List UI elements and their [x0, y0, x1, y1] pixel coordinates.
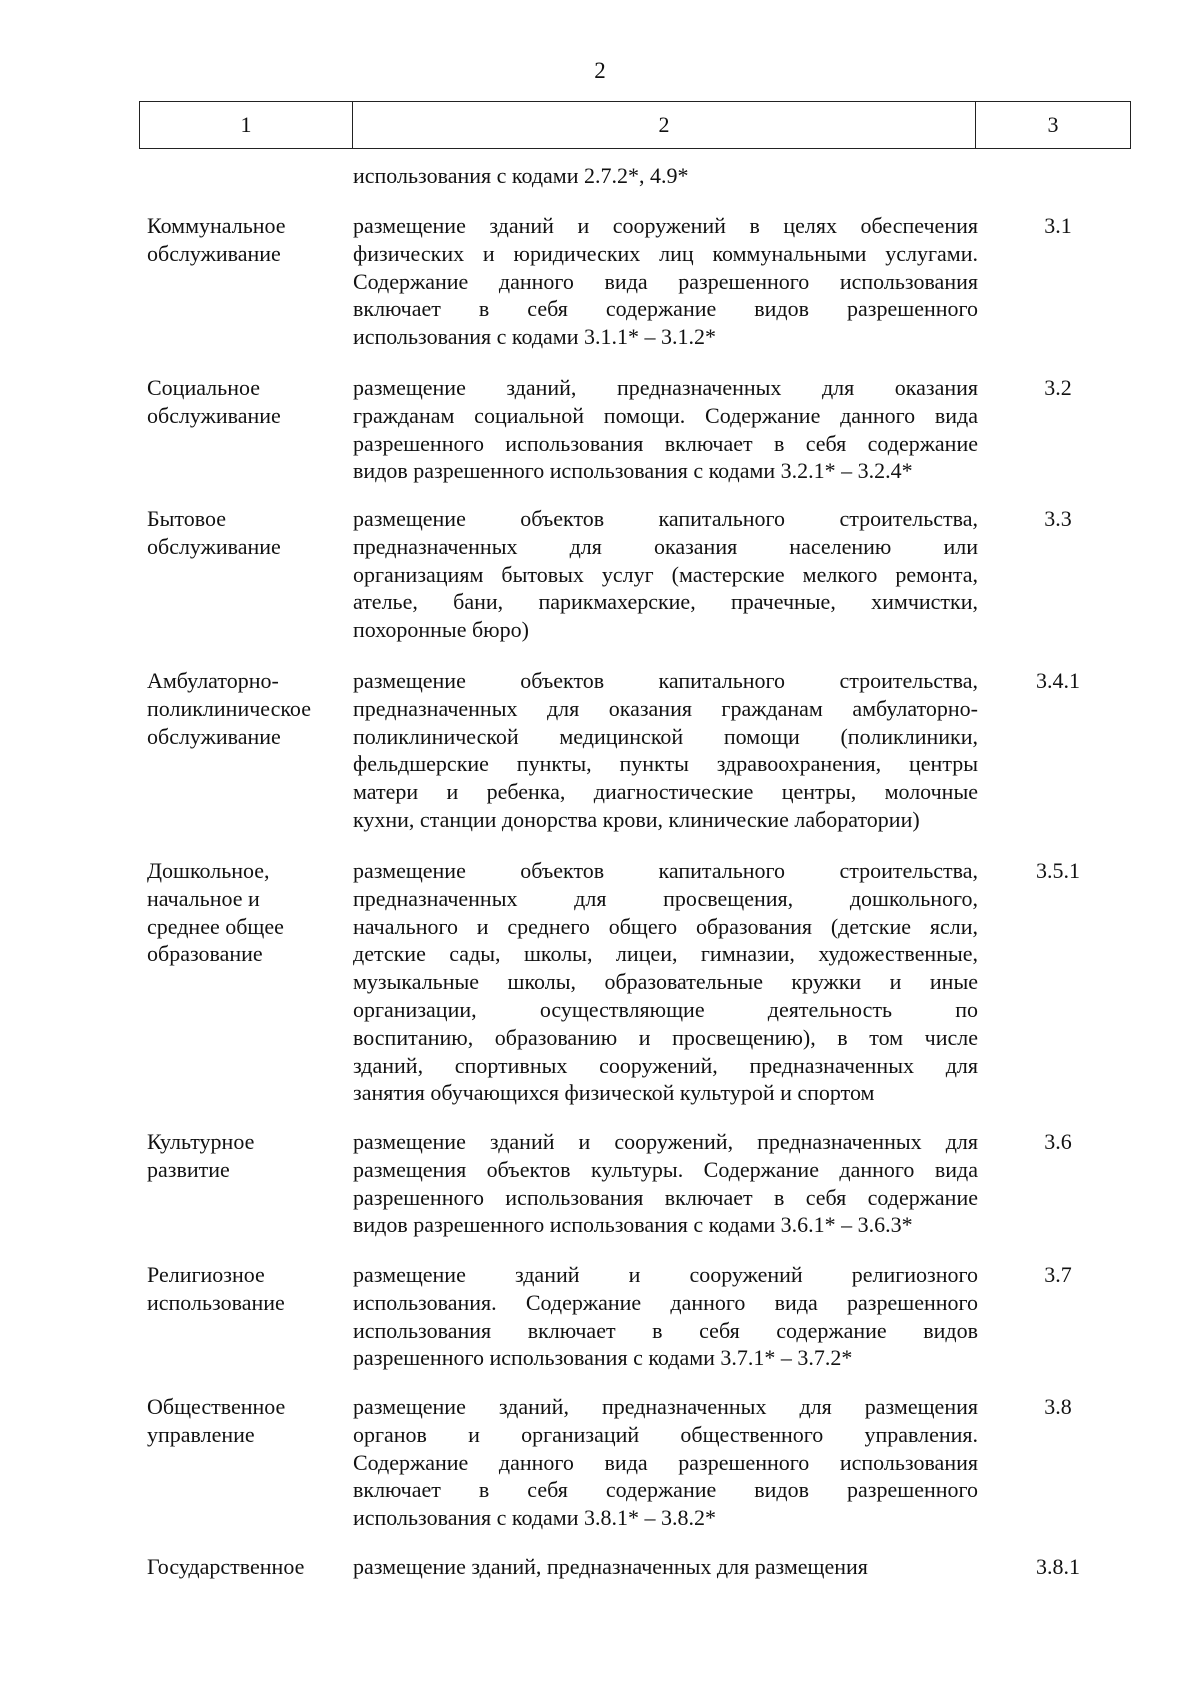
row-name-line: начальное и: [147, 885, 260, 911]
row-name-line: Коммунальное: [147, 213, 286, 238]
row-code: 3.3: [1044, 506, 1072, 531]
table-header: [139, 101, 1131, 149]
row-description-line: размещение зданий и сооружений в целях обеспечения: [353, 213, 978, 238]
row-name: [147, 857, 347, 968]
row-description-line: предназначенных для оказания гражданам амбулаторно-: [353, 695, 978, 721]
row-description-line: использования. Содержание данного вида разрешенного: [353, 1289, 978, 1315]
row-code: 3.4.1: [1036, 668, 1080, 693]
row-description-line: включает в себя содержание видов разрешенного: [353, 296, 978, 322]
row-description: [353, 1553, 978, 1581]
row-description-line: кухни, станции донорства крови, клинические лаборатории): [353, 806, 920, 832]
row-name-line: среднее общее: [147, 913, 284, 939]
row-description-line: размещение объектов капитального строительства,: [353, 858, 978, 883]
row-code: 3.1: [1044, 213, 1072, 238]
row-description: [353, 1128, 978, 1239]
row-description-line: Содержание данного вида разрешенного использования: [353, 268, 978, 294]
row-description-line: разрешенного использования включает в себя содержание: [353, 1184, 978, 1210]
row-name-line: обслуживание: [147, 533, 281, 559]
row-description-line: видов разрешенного использования с кодами 3.2.1* – 3.2.4*: [353, 458, 913, 484]
row-description-line: зданий, спортивных сооружений, предназначенных для: [353, 1052, 978, 1078]
row-name-line: Государственное: [147, 1554, 305, 1579]
row-name-line: развитие: [147, 1156, 230, 1182]
row-name: [147, 1553, 347, 1581]
row-name: [147, 212, 347, 268]
row-description-line: гражданам социальной помощи. Содержание данного вида: [353, 402, 978, 428]
row-name-line: Амбулаторно-: [147, 668, 279, 693]
row-description-line: видов разрешенного использования с кодами 3.6.1* – 3.6.3*: [353, 1212, 913, 1238]
row-description-line: матери и ребенка, диагностические центры, молочные: [353, 779, 978, 805]
row-description-line: размещения объектов культуры. Содержание данного вида: [353, 1156, 978, 1182]
row-name-line: использование: [147, 1289, 285, 1315]
row-description-line: начального и среднего общего образования (детские ясли,: [353, 913, 978, 939]
row-name: [147, 667, 347, 750]
row-description-line: детские сады, школы, лицеи, гимназии, художественные,: [353, 941, 978, 967]
row-description-line: организации, осуществляющие деятельность по: [353, 996, 978, 1022]
continuation-text: использования с кодами 2.7.2*, 4.9*: [353, 163, 689, 188]
row-description-line: разрешенного использования с кодами 3.7.1* – 3.7.2*: [353, 1345, 853, 1371]
row-name-line: обслуживание: [147, 402, 281, 428]
row-code: 3.7: [1044, 1262, 1072, 1287]
row-name-line: Общественное: [147, 1394, 286, 1419]
row-code: 3.2: [1044, 375, 1072, 400]
row-name: [147, 374, 347, 430]
row-name-line: обслуживание: [147, 723, 281, 749]
row-code: 3.8.1: [1036, 1554, 1080, 1579]
row-description: [353, 1261, 978, 1372]
row-code: 3.8: [1044, 1394, 1072, 1419]
row-description-line: воспитанию, образованию и просвещению), в том числе: [353, 1024, 978, 1050]
row-name-line: Религиозное: [147, 1262, 265, 1287]
row-description-line: предназначенных для оказания населению или: [353, 533, 978, 559]
row-description-line: поликлинической медицинской помощи (поликлиники,: [353, 723, 978, 749]
row-name: [147, 1128, 347, 1184]
row-description-line: включает в себя содержание видов разрешенного: [353, 1477, 978, 1503]
row-code: 3.6: [1044, 1129, 1072, 1154]
row-name: [147, 1393, 347, 1449]
row-name-line: Дошкольное,: [147, 858, 270, 883]
row-description-line: музыкальные школы, образовательные кружки и иные: [353, 969, 978, 995]
row-description-line: органов и организаций общественного управления.: [353, 1421, 978, 1447]
row-name-line: обслуживание: [147, 240, 281, 266]
row-description-line: фельдшерские пункты, пункты здравоохранения, центры: [353, 751, 978, 777]
row-description-line: физических и юридических лиц коммунальными услугами.: [353, 240, 978, 266]
row-name-line: образование: [147, 941, 263, 967]
row-description-line: организациям бытовых услуг (мастерские мелкого ремонта,: [353, 561, 978, 587]
header-col-1: 1: [140, 102, 353, 148]
row-description: [353, 857, 978, 1107]
row-description-line: размещение зданий и сооружений религиозного: [353, 1262, 978, 1287]
row-description: [353, 212, 978, 351]
row-description-line: похоронные бюро): [353, 617, 529, 643]
row-description-line: предназначенных для просвещения, дошкольного,: [353, 885, 978, 911]
row-name-line: Культурное: [147, 1129, 255, 1154]
row-description-line: размещение объектов капитального строительства,: [353, 506, 978, 531]
row-name-line: Бытовое: [147, 506, 227, 531]
row-name-line: поликлиническое: [147, 695, 311, 721]
row-code: 3.5.1: [1036, 858, 1080, 883]
header-col-3: 3: [1047, 112, 1059, 137]
row-name: [147, 1261, 347, 1317]
page-number: 2: [594, 58, 606, 83]
header-col-2: 2: [353, 102, 976, 148]
row-name-line: управление: [147, 1421, 255, 1447]
row-description-line: размещение зданий, предназначенных для размещения: [353, 1394, 978, 1419]
row-name-line: Социальное: [147, 375, 260, 400]
row-name: [147, 505, 347, 561]
row-description-line: занятия обучающихся физической культурой и спортом: [353, 1080, 875, 1106]
row-description-line: использования включает в себя содержание видов: [353, 1317, 978, 1343]
row-description: [353, 505, 978, 644]
row-description-line: размещение объектов капитального строительства,: [353, 668, 978, 693]
row-description-line: разрешенного использования включает в себя содержание: [353, 430, 978, 456]
row-description-line: размещение зданий и сооружений, предназначенных для: [353, 1129, 978, 1154]
row-description-line: размещение зданий, предназначенных для размещения: [353, 1554, 868, 1579]
row-description: [353, 374, 978, 485]
row-description-line: ателье, бани, парикмахерские, прачечные, химчистки,: [353, 589, 978, 615]
row-description-line: использования с кодами 3.1.1* – 3.1.2*: [353, 324, 716, 350]
row-description: [353, 667, 978, 834]
row-description: [353, 1393, 978, 1532]
row-description-line: Содержание данного вида разрешенного использования: [353, 1449, 978, 1475]
row-description-line: размещение зданий, предназначенных для оказания: [353, 375, 978, 400]
row-description-line: использования с кодами 3.8.1* – 3.8.2*: [353, 1505, 716, 1531]
